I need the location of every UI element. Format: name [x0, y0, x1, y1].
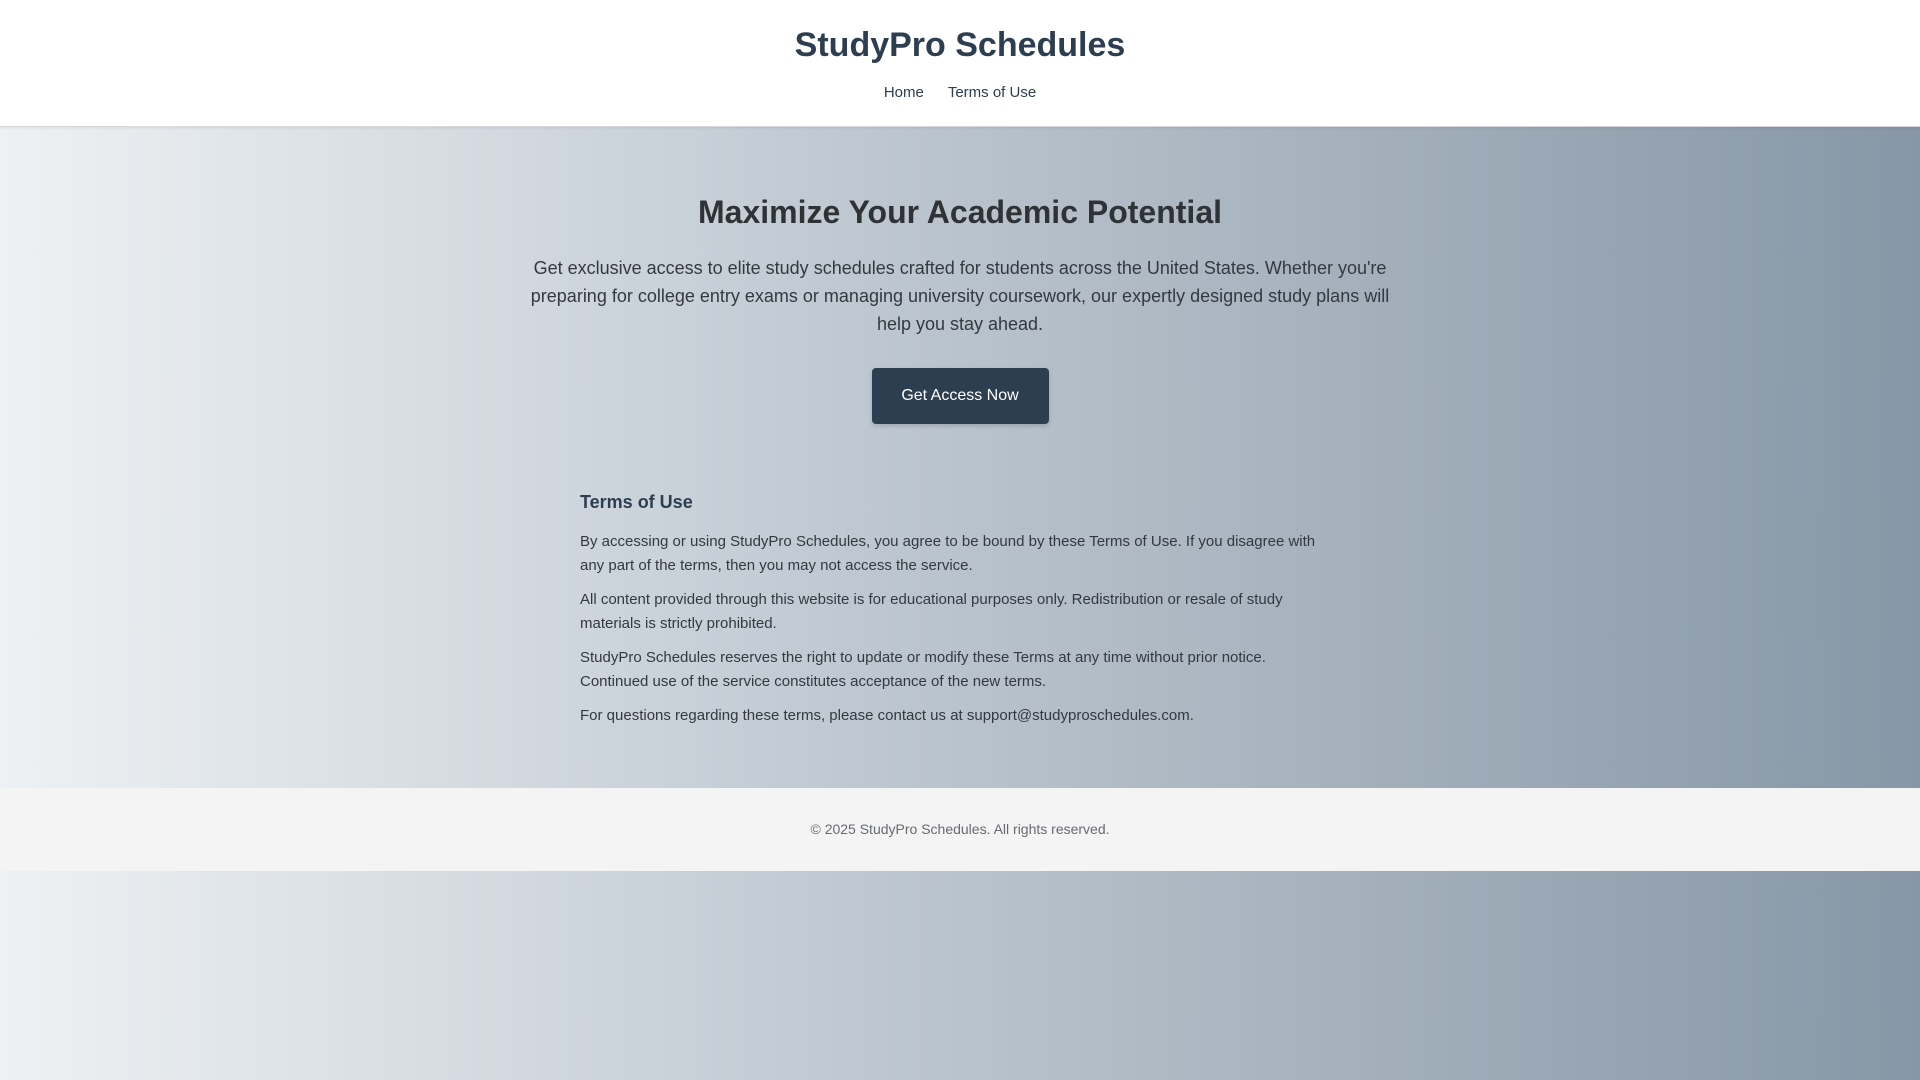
- get-access-button[interactable]: Get Access Now: [872, 368, 1049, 424]
- footer-copyright: © 2025 StudyPro Schedules. All rights reserved.: [810, 821, 1110, 837]
- nav-link-terms-of-use[interactable]: Terms of Use: [947, 84, 1037, 101]
- terms-heading: Terms of Use: [580, 492, 693, 512]
- terms-contact-paragraph: For questions regarding these terms, please contact us at support@studyproschedules.com.: [580, 707, 1194, 724]
- terms-paragraph: All content provided through this website is for educational purposes only. Redistribution or resale of study materials is strictly prohibited.: [580, 591, 1283, 632]
- terms-paragraph: StudyPro Schedules reserves the right to update or modify these Terms at any time without prior notice. Continued use of the service constitutes acceptance of the new terms.: [580, 649, 1266, 690]
- terms-paragraph: By accessing or using StudyPro Schedules, you agree to be bound by these Terms of Use. If you disagree with any part of the terms, then you may not access the service.: [580, 533, 1316, 574]
- hero-section: [0, 190, 1920, 424]
- site-title: StudyPro Schedules: [794, 26, 1126, 64]
- nav-link-home[interactable]: Home: [883, 84, 924, 101]
- main-nav: [0, 83, 1920, 103]
- terms-section: [580, 488, 1335, 738]
- hero-heading: Maximize Your Academic Potential: [697, 194, 1222, 230]
- site-footer: [0, 788, 1920, 871]
- hero-description: Get exclusive access to elite study schedules crafted for students across the United States. Whether you're preparing for college entry exams or managing university coursework, our expertly designed study plans will help you stay ahead.: [530, 258, 1390, 334]
- site-header: [0, 0, 1920, 127]
